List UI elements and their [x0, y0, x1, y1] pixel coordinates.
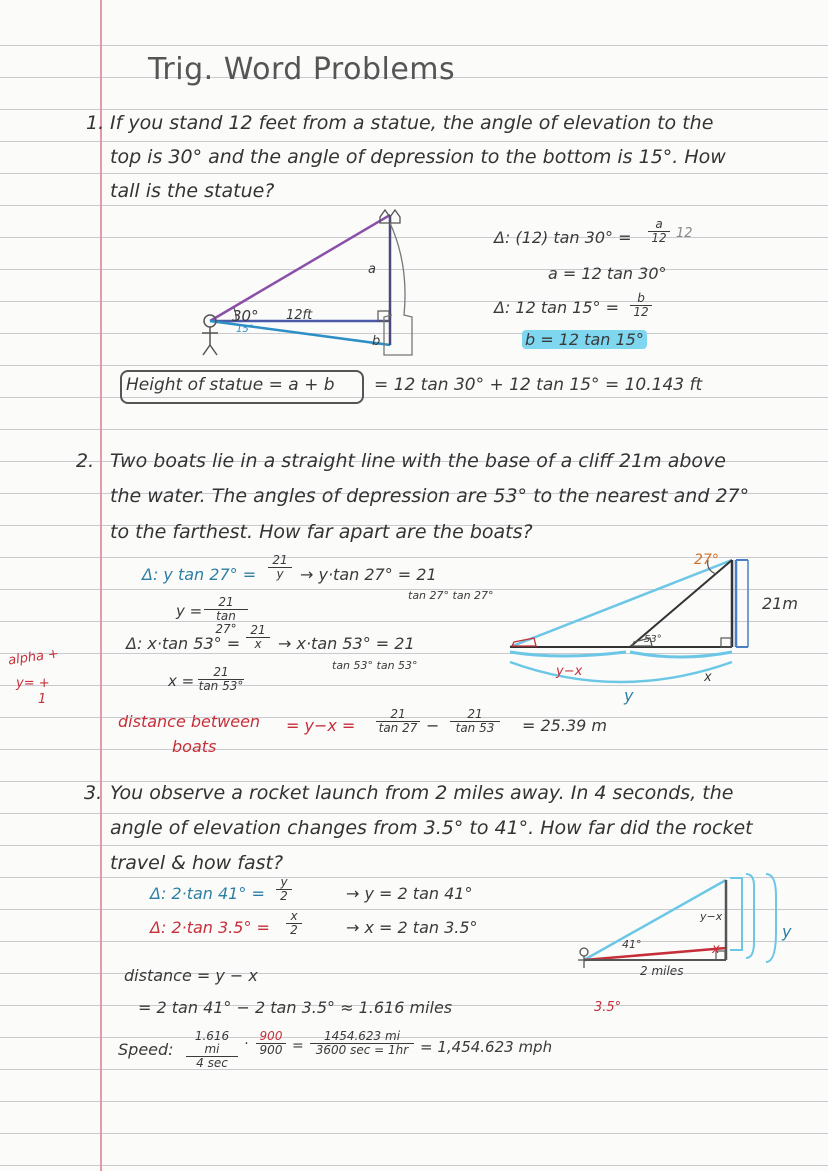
page-title: Trig. Word Problems — [148, 52, 456, 87]
fraction: $\frac{y}{2}$ — [276, 876, 292, 903]
margin-line — [100, 0, 102, 1171]
segment-label: y — [624, 686, 634, 705]
distance-calc: = 2 tan 41° − 2 tan 3.5° ≈ 1.616 miles — [138, 998, 453, 1017]
margin-note: 1 — [38, 692, 47, 707]
person-icon — [580, 948, 588, 956]
problem-text-line: tall is the statue? — [110, 180, 275, 202]
angle-label: 3.5° — [594, 1000, 622, 1015]
work-line: tan 53° tan 53° — [332, 659, 418, 672]
distance-label: distance between — [118, 712, 261, 731]
angle-label: 53° — [644, 634, 662, 645]
fraction: $\frac{21}{y}$ — [268, 554, 292, 581]
fraction: $\frac{a}{12}$ — [648, 218, 670, 245]
work-line: x = — [168, 672, 195, 690]
work-line: a = 12 tan 30° — [548, 264, 667, 283]
answer-value: = 12 tan 30° + 12 tan 15° = 10.143 ft — [374, 375, 703, 395]
work-line: Δ: 2·tan 41° = — [150, 884, 265, 903]
segment-label: y−x — [700, 910, 723, 923]
problem-text-line: the water. The angles of depression are 53° to the nearest and 27° — [110, 485, 750, 507]
fraction: $\frac{21}{\tan 27^\circ}$ — [204, 596, 248, 636]
work-line: Δ: x·tan 53° = — [126, 634, 241, 653]
fraction: $\frac{900}{900}$ — [256, 1030, 286, 1057]
work-line: tan 27° tan 27° — [408, 589, 494, 602]
work-line: Δ: (12) tan 30° = — [494, 228, 632, 247]
fraction: 1.616 mi 4 sec — [186, 1030, 238, 1070]
answer-label: Height of statue = a + b — [126, 375, 335, 395]
problem-text-line: top is 30° and the angle of depression to the bottom is 15°. How — [110, 146, 726, 168]
problem-text-line: You observe a rocket launch from 2 miles away. In 4 seconds, the — [110, 782, 734, 804]
angle-label: 41° — [622, 938, 642, 951]
segment-label: x — [712, 942, 720, 957]
operator: = — [292, 1038, 304, 1054]
segment-label: x — [704, 670, 712, 685]
statue-diagram — [190, 205, 450, 375]
problem-text-line: to the farthest. How far apart are the boats? — [110, 521, 533, 543]
fraction: 1454.623 mi 3600 sec = 1hr — [310, 1030, 414, 1057]
sight-line-3-5 — [584, 948, 726, 960]
fraction: $\frac{b}{12}$ — [630, 292, 652, 319]
work-line: → x = 2 tan 3.5° — [346, 918, 478, 937]
work-line: b = 12 tan 15° — [522, 330, 647, 349]
distance-result: = 25.39 m — [522, 716, 607, 735]
segment-label: y−x — [556, 664, 583, 679]
work-line: → x·tan 53° = 21 — [278, 634, 415, 653]
base-label: 2 miles — [640, 964, 684, 978]
operator: − — [426, 716, 440, 735]
work-line: → y = 2 tan 41° — [346, 884, 473, 903]
margin-note: alpha + — [7, 646, 60, 669]
work-line: Δ: y tan 27° = — [142, 565, 257, 584]
problem-text-line: If you stand 12 feet from a statue, the angle of elevation to the — [110, 112, 714, 134]
speed-result: = 1,454.623 mph — [420, 1038, 553, 1056]
angle-label: 27° — [694, 552, 719, 568]
angle-label: 30° — [232, 307, 259, 325]
fraction: $\frac{21}{\tan 53}$ — [450, 708, 500, 735]
distance-expression: = y−x = — [286, 716, 356, 735]
line-of-sight-top — [210, 215, 390, 321]
margin-note: y= + — [16, 676, 50, 691]
problem-number: 2. — [76, 450, 95, 472]
fraction: $\frac{21}{\tan 27}$ — [376, 708, 420, 735]
problem-number: 1. — [86, 112, 105, 134]
work-line: Δ: 2·tan 3.5° = — [150, 918, 270, 937]
problem-text-line: Two boats lie in a straight line with the base of a cliff 21m above — [110, 450, 726, 472]
distance-line: distance = y − x — [124, 966, 258, 985]
problem-text-line: travel & how fast? — [110, 852, 284, 874]
fraction: $\frac{21}{x}$ — [246, 624, 270, 651]
distance-label: 12ft — [286, 308, 313, 323]
statue-icon — [384, 223, 412, 355]
side-label: b — [372, 334, 381, 349]
work-line: y = — [176, 602, 203, 620]
sight-line-far — [510, 560, 732, 647]
problem-number: 3. — [84, 782, 103, 804]
distance-label: boats — [172, 737, 217, 756]
segment-label: y — [782, 922, 792, 941]
side-label: a — [368, 262, 376, 277]
fraction: $\frac{x}{2}$ — [286, 910, 302, 937]
work-line: → y·tan 27° = 21 — [300, 565, 437, 584]
fraction: $\frac{21}{\tan 53^\circ}$ — [198, 665, 244, 693]
operator: · — [244, 1036, 249, 1052]
angle-label: 15° — [236, 324, 254, 335]
scratch-note: 12 — [676, 226, 693, 241]
speed-label: Speed: — [118, 1040, 174, 1059]
cliff-diagram — [500, 552, 770, 702]
problem-text-line: angle of elevation changes from 3.5° to 41°. How far did the rocket — [110, 817, 753, 839]
height-label: 21m — [762, 594, 798, 613]
work-line: Δ: 12 tan 15° = — [494, 298, 620, 317]
